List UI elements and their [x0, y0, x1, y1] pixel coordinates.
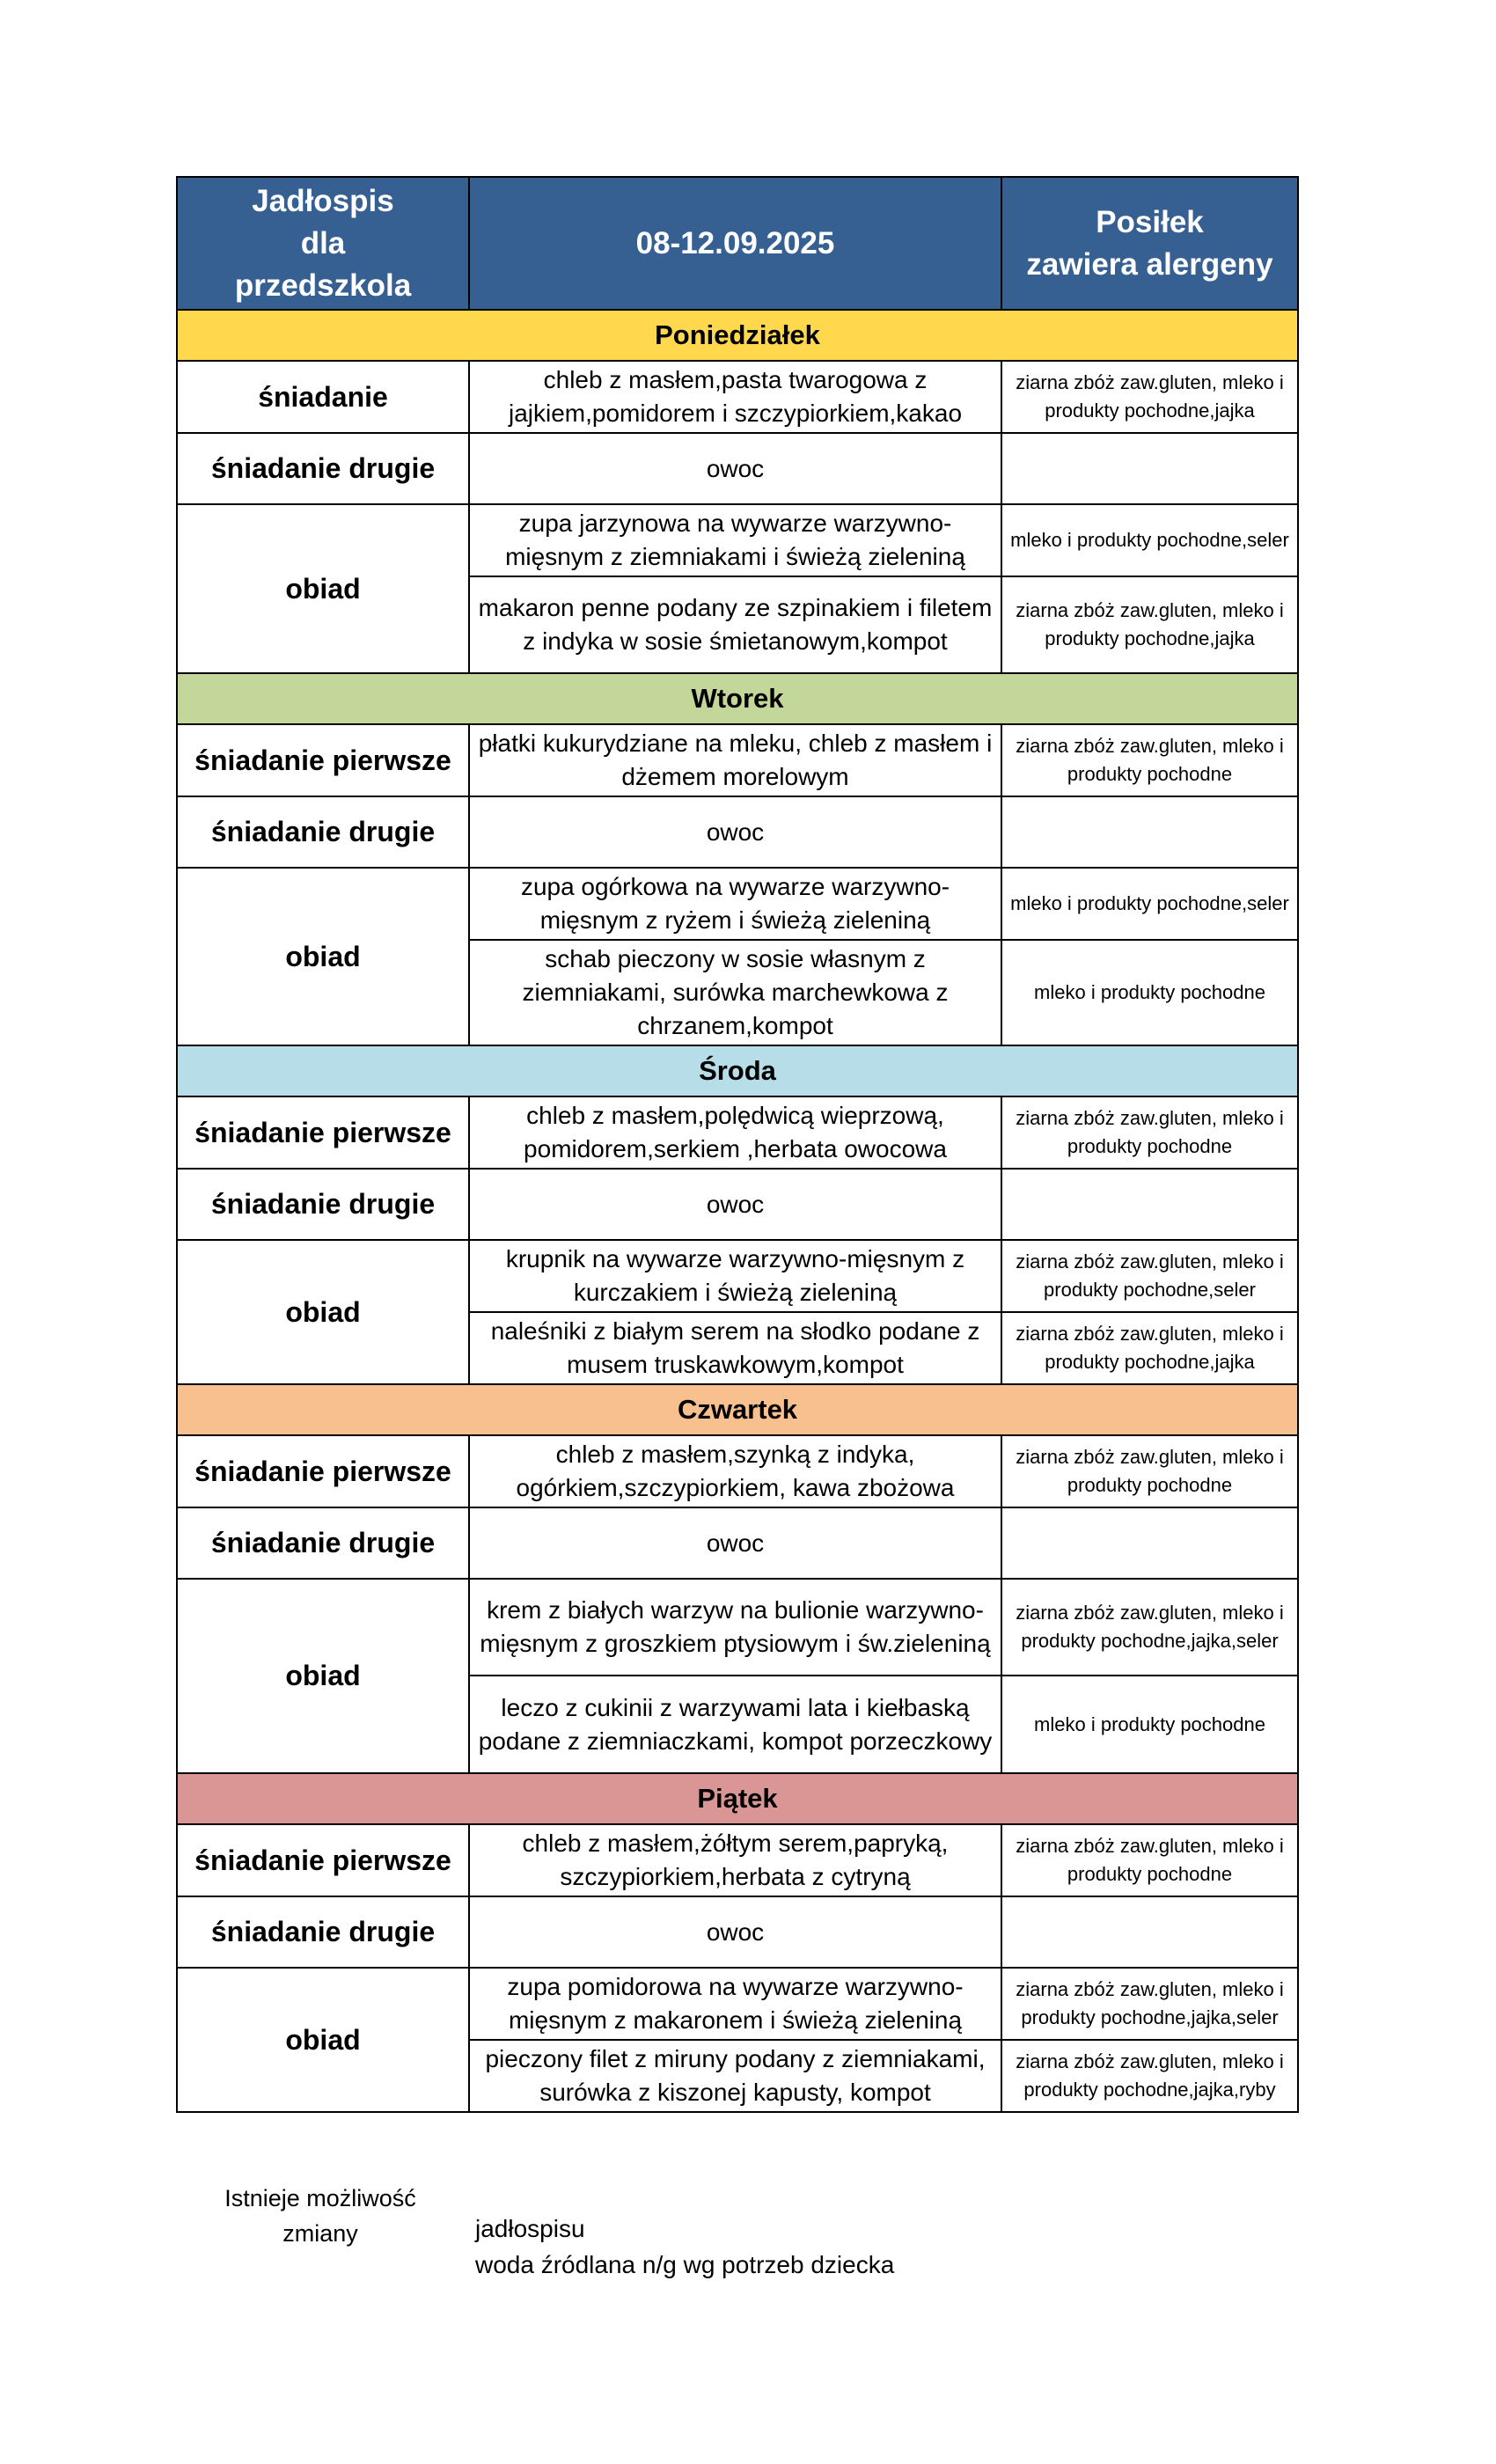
day-row-tuesday — [177, 673, 1298, 724]
dish-text: owoc — [469, 1507, 1001, 1579]
meal-label: śniadanie drugie — [177, 1169, 469, 1240]
day-row-monday — [177, 310, 1298, 361]
allergen-text: ziarna zbóż zaw.gluten, mleko i produkty pochodne — [1001, 724, 1298, 796]
meal-row-breakfast — [177, 1824, 1298, 1896]
day-name: Wtorek — [177, 673, 1298, 724]
meal-label: śniadanie pierwsze — [177, 1096, 469, 1169]
meal-label: obiad — [177, 1579, 469, 1773]
menu-table — [176, 176, 1299, 2113]
meal-label: obiad — [177, 1240, 469, 1384]
meal-label: śniadanie pierwsze — [177, 1824, 469, 1896]
dish-text: krem z białych warzyw na bulionie warzywno-mięsnym z groszkiem ptysiowym i św.zieleniną — [469, 1579, 1001, 1676]
dish-text: chleb z masłem,szynką z indyka, ogórkiem,szczypiorkiem, kawa zbożowa — [469, 1435, 1001, 1507]
day-name: Poniedziałek — [177, 310, 1298, 361]
meal-label: śniadanie drugie — [177, 1507, 469, 1579]
dish-text: zupa jarzynowa na wywarze warzywno-mięsnym z ziemniakami i świeżą zieleniną — [469, 504, 1001, 576]
meal-label: śniadanie — [177, 361, 469, 433]
allergen-text — [1001, 1169, 1298, 1240]
dish-text: chleb z masłem,polędwicą wieprzową, pomidorem,serkiem ,herbata owocowa — [469, 1096, 1001, 1169]
menu-title: Jadłospis dla przedszkola — [177, 177, 469, 310]
dish-text: owoc — [469, 1896, 1001, 1968]
meal-row-lunch-soup — [177, 1579, 1298, 1676]
change-notice: Istnieje możliwość zmiany — [224, 2185, 416, 2247]
meal-row-second-breakfast — [177, 433, 1298, 504]
dish-text: owoc — [469, 1169, 1001, 1240]
allergen-text: ziarna zbóż zaw.gluten, mleko i produkty pochodne,jajka,ryby — [1001, 2040, 1298, 2112]
header-row — [177, 177, 1298, 310]
meal-label: obiad — [177, 1968, 469, 2112]
allergen-text: mleko i produkty pochodne,seler — [1001, 504, 1298, 576]
dish-text: chleb z masłem,żółtym serem,papryką, szczypiorkiem,herbata z cytryną — [469, 1824, 1001, 1896]
meal-row-breakfast — [177, 724, 1298, 796]
meal-row-second-breakfast — [177, 796, 1298, 868]
meal-row-lunch-soup — [177, 868, 1298, 940]
change-notice-cont: jadłospisu — [475, 2215, 585, 2242]
allergen-text: ziarna zbóż zaw.gluten, mleko i produkty pochodne,jajka — [1001, 361, 1298, 433]
meal-row-second-breakfast — [177, 1896, 1298, 1968]
dish-text: naleśniki z białym serem na słodko podane z musem truskawkowym,kompot — [469, 1312, 1001, 1384]
meal-label: śniadanie pierwsze — [177, 724, 469, 796]
allergen-text: ziarna zbóż zaw.gluten, mleko i produkty pochodne — [1001, 1824, 1298, 1896]
meal-row-breakfast — [177, 361, 1298, 433]
meal-row-second-breakfast — [177, 1169, 1298, 1240]
dish-text: krupnik na wywarze warzywno-mięsnym z kurczakiem i świeżą zieleniną — [469, 1240, 1001, 1312]
allergen-text: ziarna zbóż zaw.gluten, mleko i produkty pochodne,jajka — [1001, 1312, 1298, 1384]
water-note: woda źródlana n/g wg potrzeb dziecka — [475, 2251, 895, 2278]
day-row-wednesday — [177, 1045, 1298, 1096]
menu-date: 08-12.09.2025 — [469, 177, 1001, 310]
dish-text: chleb z masłem,pasta twarogowa z jajkiem,pomidorem i szczypiorkiem,kakao — [469, 361, 1001, 433]
meal-row-lunch-soup — [177, 1240, 1298, 1312]
allergen-text — [1001, 796, 1298, 868]
meal-label: obiad — [177, 868, 469, 1045]
allergen-text: ziarna zbóż zaw.gluten, mleko i produkty pochodne,jajka,seler — [1001, 1968, 1298, 2040]
allergen-text: mleko i produkty pochodne — [1001, 940, 1298, 1045]
day-row-friday — [177, 1773, 1298, 1824]
meal-row-second-breakfast — [177, 1507, 1298, 1579]
dish-text: płatki kukurydziane na mleku, chleb z masłem i dżemem morelowym — [469, 724, 1001, 796]
allergen-text — [1001, 1896, 1298, 1968]
meal-label: śniadanie pierwsze — [177, 1435, 469, 1507]
allergen-text: ziarna zbóż zaw.gluten, mleko i produkty pochodne,seler — [1001, 1240, 1298, 1312]
allergens-header: Posiłek zawiera alergeny — [1001, 177, 1298, 310]
dish-text: makaron penne podany ze szpinakiem i filetem z indyka w sosie śmietanowym,kompot — [469, 576, 1001, 673]
allergen-text: ziarna zbóż zaw.gluten, mleko i produkty pochodne,jajka,seler — [1001, 1579, 1298, 1676]
meal-row-lunch-soup — [177, 504, 1298, 576]
meal-row-breakfast — [177, 1435, 1298, 1507]
meal-label: śniadanie drugie — [177, 433, 469, 504]
dish-text: schab pieczony w sosie własnym z ziemniakami, surówka marchewkowa z chrzanem,kompot — [469, 940, 1001, 1045]
dish-text: owoc — [469, 433, 1001, 504]
allergen-text — [1001, 433, 1298, 504]
meal-row-breakfast — [177, 1096, 1298, 1169]
allergen-text: mleko i produkty pochodne,seler — [1001, 868, 1298, 940]
allergen-text — [1001, 1507, 1298, 1579]
day-name: Środa — [177, 1045, 1298, 1096]
dish-text: owoc — [469, 796, 1001, 868]
meal-label: śniadanie drugie — [177, 796, 469, 868]
day-name: Piątek — [177, 1773, 1298, 1824]
dish-text: leczo z cukinii z warzywami lata i kiełbaską podane z ziemniaczkami, kompot porzeczkowy — [469, 1676, 1001, 1773]
day-row-thursday — [177, 1384, 1298, 1435]
allergen-text: mleko i produkty pochodne — [1001, 1676, 1298, 1773]
day-name: Czwartek — [177, 1384, 1298, 1435]
meal-row-lunch-soup — [177, 1968, 1298, 2040]
meal-label: śniadanie drugie — [177, 1896, 469, 1968]
dish-text: zupa ogórkowa na wywarze warzywno-mięsnym z ryżem i świeżą zieleniną — [469, 868, 1001, 940]
allergen-text: ziarna zbóż zaw.gluten, mleko i produkty pochodne — [1001, 1435, 1298, 1507]
dish-text: zupa pomidorowa na wywarze warzywno-mięsnym z makaronem i świeżą zieleniną — [469, 1968, 1001, 2040]
dish-text: pieczony filet z miruny podany z ziemniakami, surówka z kiszonej kapusty, kompot — [469, 2040, 1001, 2112]
footer-right — [475, 2211, 894, 2283]
allergen-text: ziarna zbóż zaw.gluten, mleko i produkty pochodne,jajka — [1001, 576, 1298, 673]
allergen-text: ziarna zbóż zaw.gluten, mleko i produkty pochodne — [1001, 1096, 1298, 1169]
meal-label: obiad — [177, 504, 469, 673]
